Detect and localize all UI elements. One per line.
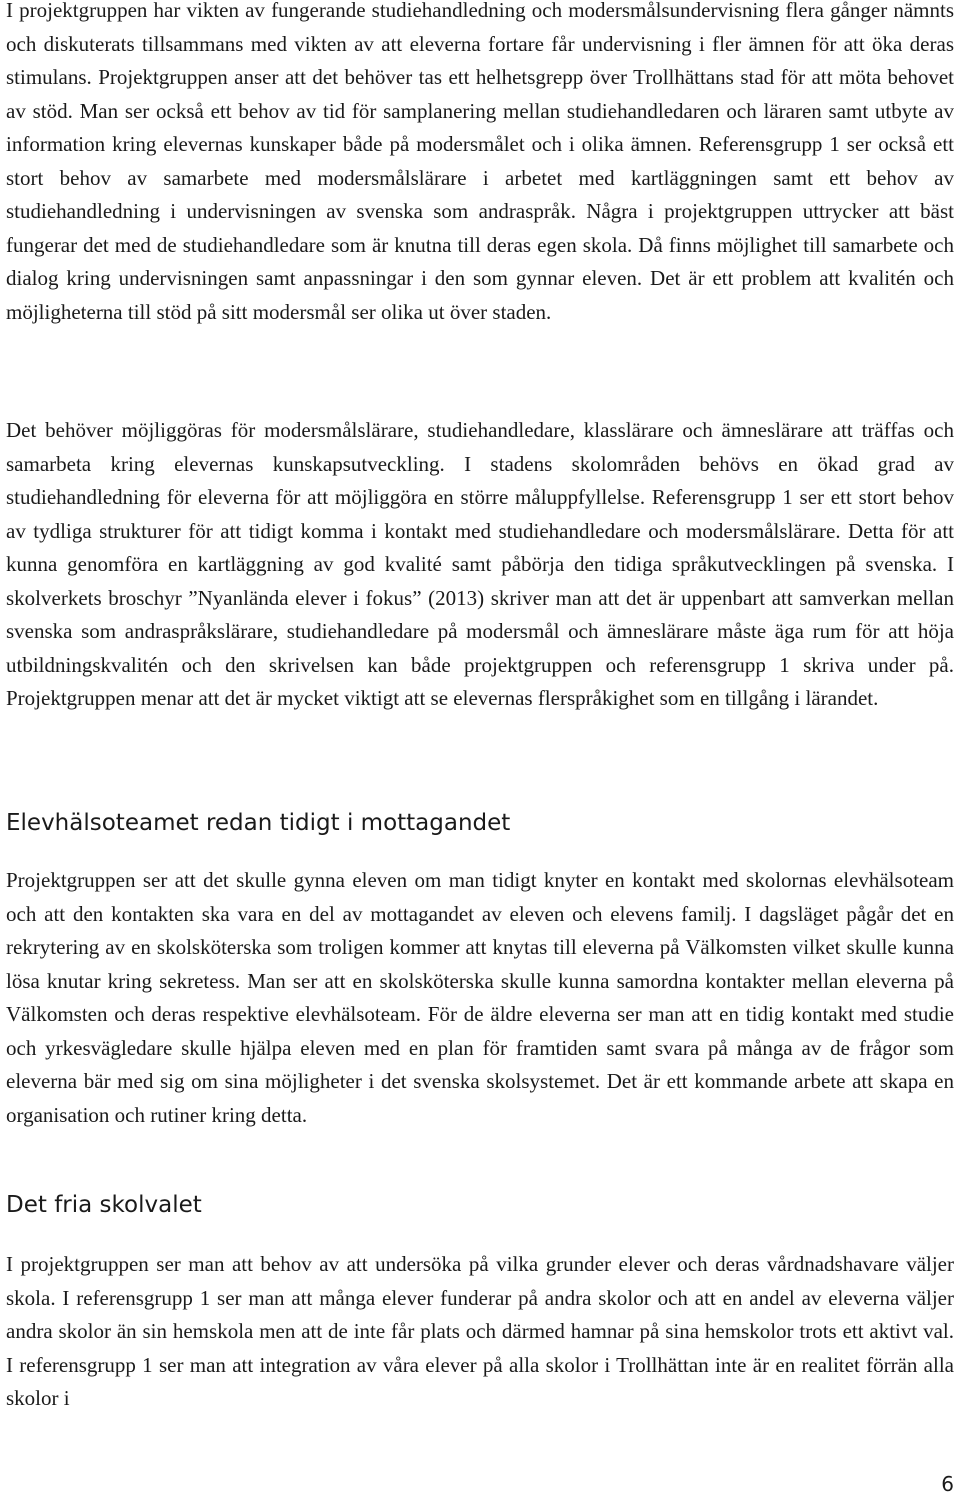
page-number: 6: [941, 1472, 954, 1496]
section-heading-elevhalsoteamet: Elevhälsoteamet redan tidigt i mottagandet: [6, 810, 511, 836]
paragraph-elevhalsoteamet: Projektgruppen ser att det skulle gynna eleven om man tidigt knyter en kontakt med skolornas elevhälsoteam och att den kontakten ska vara en del av mottagandet av eleven och elevens familj. I dagsläget pågår det en rekrytering av en skolsköterska som troligen kommer att knytas till eleverna på Välkomsten vilket skulle kunna lösa knutar kring sekretess. Man ser att en skolsköterska skulle kunna samordna kontakter mellan eleverna på Välkomsten och deras respektive elevhälsoteam. För de äldre eleverna ser man att en tidig kontakt med studie och yrkesvägledare skulle hjälpa eleven med en plan för framtiden samt svara på många av de frågor som eleverna bär med sig om sina möjligheter i det svenska skolsystemet. Det är ett kommande arbete att skapa en organisation och rutiner kring detta.: [6, 868, 954, 1127]
paragraph-studiehandledning: I projektgruppen har vikten av fungerande studiehandledning och modersmålsundervisning flera gånger nämnts och diskuterats tillsammans med vikten av att eleverna fortare får undervisning i fler ämnen för att öka deras stimulans. Projektgruppen anser att det behöver tas ett helhetsgrepp över Trollhättans stad för att möta behovet av stöd. Man ser också ett behov av tid för samplanering mellan studiehandledaren och läraren samt utbyte av information kring elevernas kunskaper både på modersmålet och i olika ämnen. Referensgrupp 1 ser också ett stort behov av samarbete med modersmålslärare i arbetet med kartläggningen samt ett behov av studiehandledning i undervisningen av svenska som andraspråk. Några i projektgruppen uttrycker att bäst fungerar det med de studiehandledare som är knutna till deras egen skola. Då finns möjlighet till samarbete och dialog kring undervisningen samt anpassningar i den som gynnar eleven. Det är ett problem att kvalitén och möjligheterna till stöd på sitt modersmål ser olika ut över staden.: [6, 0, 954, 324]
paragraph-skolvalet: I projektgruppen ser man att behov av att undersöka på vilka grunder elever och deras vårdnadshavare väljer skola. I referensgrupp 1 ser man att många elever funderar på andra skolor och att en andel av eleverna väljer andra skolor än sin hemskola men att de inte får plats och därmed hamnar på sina hemskolor trots ett aktivt val. I referensgrupp 1 ser man att integration av våra elever på alla skolor i Trollhättan inte är en realitet förrän alla skolor i: [6, 1252, 954, 1410]
paragraph-samarbete: Det behöver möjliggöras för modersmålslärare, studiehandledare, klasslärare och ämneslärare att träffas och samarbeta kring elevernas kunskapsutveckling. I stadens skolområden behövs en ökad grad av studiehandledning för eleverna för att möjliggöra en större måluppfyllelse. Referensgrupp 1 ser ett stort behov av tydliga strukturer för att tidigt komma i kontakt med studiehandledare och modersmålslärare. Detta för att kunna genomföra en kartläggning av god kvalité samt påbörja den tidiga språkutvecklingen på svenska. I skolverkets broschyr ”Nyanlända elever i fokus” (2013) skriver man att det är uppenbart att samverkan mellan svenska som andraspråkslärare, studiehandledare på modersmål och ämneslärare måste äga rum för att höja utbildningskvalitén och den skrivelsen kan både projektgruppen och referensgrupp 1 skriva under på. Projektgruppen menar att det är mycket viktigt att se elevernas flerspråkighet som en tillgång i lärandet.: [6, 418, 954, 710]
section-heading-skolvalet: Det fria skolvalet: [6, 1192, 202, 1218]
